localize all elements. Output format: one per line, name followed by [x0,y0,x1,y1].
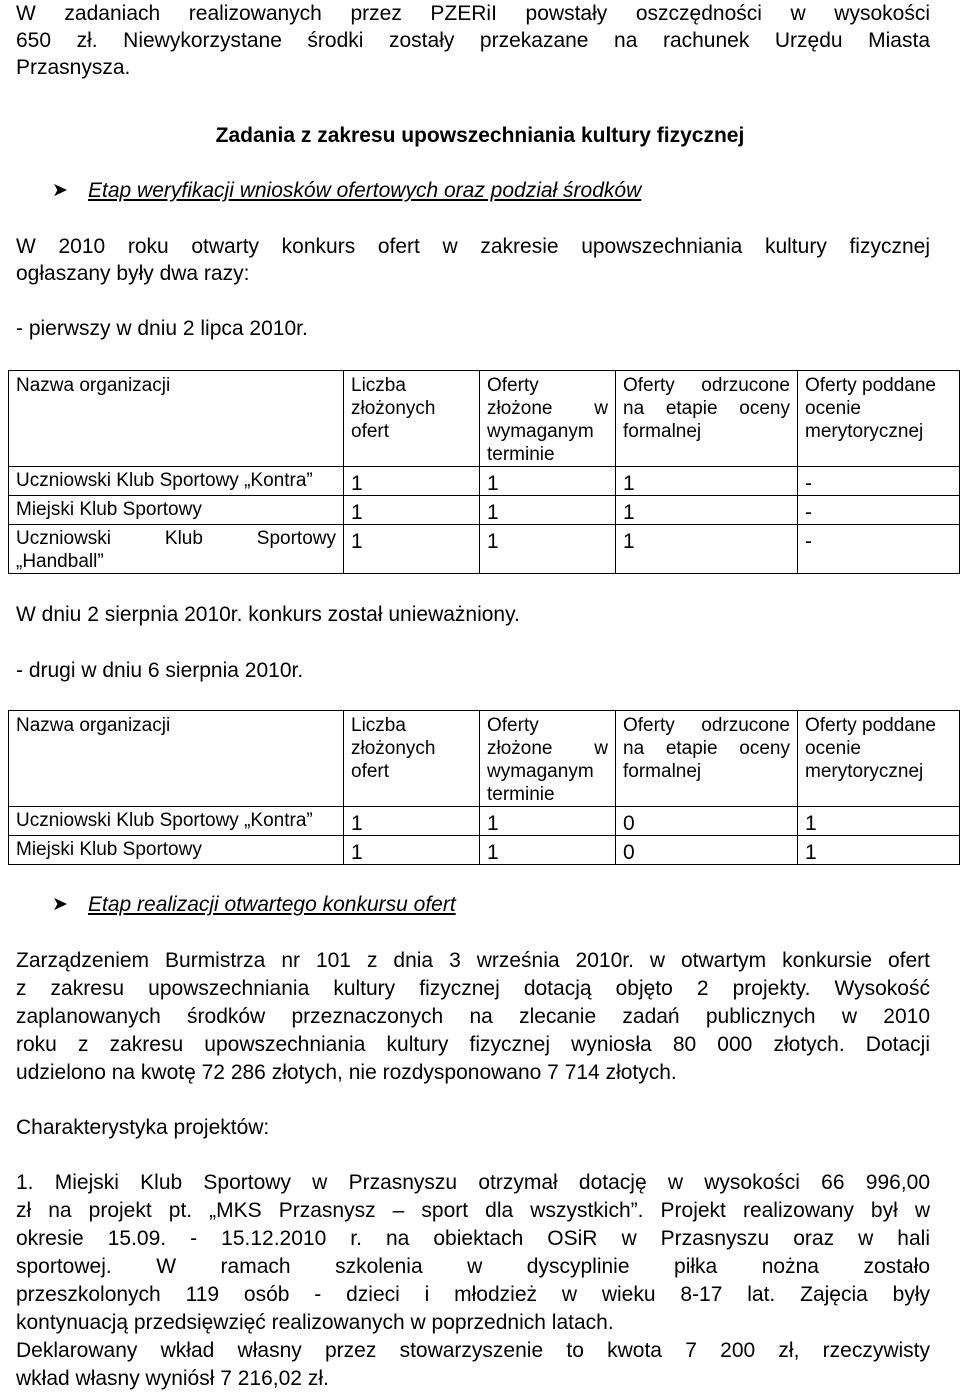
cell-org-line-2: „Handball” [16,551,104,572]
cell-org [9,525,344,574]
para2-line-5: udzielono na kwotę 72 286 złotych, nie rozdysponowano 7 714 złotych. [16,1061,677,1084]
para3-line-7: Deklarowany wkład własny przez stowarzyszenie to kwota 7 200 zł, rzeczywisty [16,1339,930,1362]
cell-on-time: 1 [480,467,616,496]
cell-on-time: 1 [480,496,616,525]
stage-1-heading: Etap weryfikacji wniosków ofertowych oraz podział środków [88,179,642,202]
stage-2-heading: Etap realizacji otwartego konkursu ofert [88,893,456,916]
para1-line-2: ogłaszany były dwa razy: [16,262,250,285]
para3-line-1: 1. Miejski Klub Sportowy w Przasnyszu otrzymał dotację w wysokości 66 996,00 [16,1171,930,1194]
para2-line-4: roku z zakresu upowszechniania kultury fizycznej wyniosła 80 000 złotych. Dotacji [16,1033,930,1056]
header-org: Nazwa organizacji [9,711,344,807]
cell-rejected: 1 [616,496,798,525]
table-first-contest [8,370,960,574]
intro-line-2: 650 zł. Niewykorzystane środki zostały przekazane na rachunek Urzędu Miasta [16,29,930,52]
header-evaluated: Oferty poddane ocenie merytorycznej [798,711,960,807]
cancellation-note: W dniu 2 sierpnia 2010r. konkurs został unieważniony. [16,603,520,626]
para3-line-3: okresie 15.09. - 15.12.2010 r. na obiektach OSiR w Przasnyszu oraz w hali [16,1227,930,1250]
table-row [9,467,960,496]
para1-line-1: W 2010 roku otwarty konkurs ofert w zakresie upowszechniania kultury fizycznej [16,235,930,258]
para3-line-4: sportowej. W ramach szkolenia w dyscyplinie piłka nożna zostało [16,1255,930,1278]
cell-evaluated: 1 [798,807,960,836]
header-on-time: Oferty złożone w wymaganym terminie [480,711,616,807]
cell-evaluated: 1 [798,836,960,865]
cell-rejected: 1 [616,467,798,496]
cell-org-line-1: Uczniowski Klub Sportowy [16,528,336,549]
cell-org: Miejski Klub Sportowy [9,496,344,525]
table-row [9,496,960,525]
header-org: Nazwa organizacji [9,371,344,467]
header-submitted: Liczba złożonych ofert [344,371,480,467]
cell-evaluated: - [798,467,960,496]
section-title: Zadania z zakresu upowszechniania kultury fizycznej [215,124,745,147]
table-header-row [9,711,960,807]
para3-line-2: zł na projekt pt. „MKS Przasnysz – sport dla wszystkich”. Projekt realizowany był w [16,1199,930,1222]
table-row [9,525,960,574]
table-second-contest [8,710,960,865]
cell-on-time: 1 [480,525,616,574]
table-row [9,836,960,865]
para2-line-1: Zarządzeniem Burmistrza nr 101 z dnia 3 września 2010r. w otwartym konkursie ofert [16,949,930,972]
second-contest-date: - drugi w dniu 6 sierpnia 2010r. [16,659,304,682]
intro-line-3: Przasnysza. [16,56,131,79]
cell-evaluated: - [798,525,960,574]
table-header-row [9,371,960,467]
header-submitted: Liczba złożonych ofert [344,711,480,807]
cell-org: Uczniowski Klub Sportowy „Kontra” [9,467,344,496]
para3-line-8: wkład własny wyniósł 7 216,02 zł. [16,1367,329,1390]
cell-submitted: 1 [344,807,480,836]
cell-submitted: 1 [344,496,480,525]
cell-on-time: 1 [480,807,616,836]
para2-line-3: zaplanowanych środków przeznaczonych na zlecanie zadań publicznych w 2010 [16,1005,930,1028]
cell-submitted: 1 [344,525,480,574]
cell-evaluated: - [798,496,960,525]
header-evaluated: Oferty poddane ocenie merytorycznej [798,371,960,467]
cell-rejected: 0 [616,807,798,836]
header-on-time: Oferty złożone w wymaganym terminie [480,371,616,467]
cell-submitted: 1 [344,467,480,496]
cell-on-time: 1 [480,836,616,865]
first-contest-date: - pierwszy w dniu 2 lipca 2010r. [16,317,308,340]
para3-line-5: przeszkolonych 119 osób - dzieci i młodzież w wieku 8-17 lat. Zajęcia były [16,1283,930,1306]
para3-line-6: kontynuacją przedsięwzięć realizowanych w poprzednich latach. [16,1311,614,1334]
header-rejected: Oferty odrzucone na etapie oceny formalnej [616,711,798,807]
arrow-bullet-icon: ➤ [52,894,68,915]
cell-rejected: 0 [616,836,798,865]
intro-line-1: W zadaniach realizowanych przez PZERiI powstały oszczędności w wysokości [16,2,930,25]
cell-org: Miejski Klub Sportowy [9,836,344,865]
arrow-bullet-icon: ➤ [52,180,68,201]
header-rejected: Oferty odrzucone na etapie oceny formalnej [616,371,798,467]
characteristics-heading: Charakterystyka projektów: [16,1116,270,1139]
cell-submitted: 1 [344,836,480,865]
cell-rejected: 1 [616,525,798,574]
para2-line-2: z zakresu upowszechniania kultury fizycznej dotacją objęto 2 projekty. Wysokość [16,977,930,1000]
table-row [9,807,960,836]
cell-org: Uczniowski Klub Sportowy „Kontra” [9,807,344,836]
